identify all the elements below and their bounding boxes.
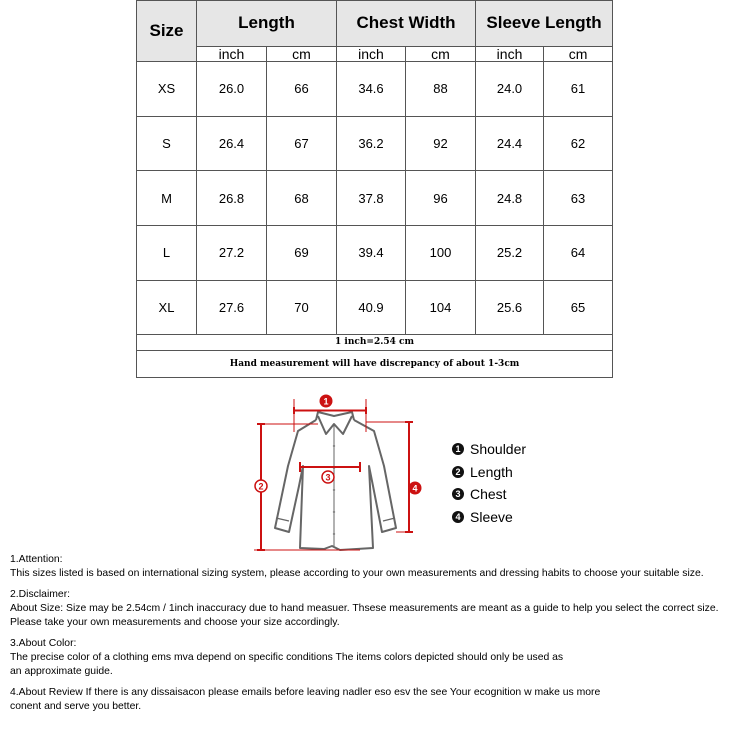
legend-label: Sleeve xyxy=(470,508,513,525)
measurement-legend xyxy=(452,438,526,528)
value-cell: 39.4 xyxy=(337,225,406,280)
value-cell: 24.8 xyxy=(476,171,544,226)
size-cell: XL xyxy=(137,280,197,335)
value-cell: 66 xyxy=(267,61,337,116)
disclaimer-title: 2.Disclaimer: xyxy=(10,589,71,600)
disclaimer-text: Please take your own measurements and choose your size accordingly. xyxy=(10,617,340,628)
value-cell: 88 xyxy=(406,61,476,116)
attention-text: This sizes listed is based on international sizing system, please according to your own measurements and dressing habits to choose your suitable size. xyxy=(10,568,704,579)
disclaimer-text: About Size: Size may be 2.54cm / 1inch inaccuracy due to hand measuer. Thsese measurements are meant as a guide to help you select the correct size. xyxy=(10,603,719,614)
size-cell: M xyxy=(137,171,197,226)
color-title: 3.About Color: xyxy=(10,638,77,649)
value-cell: 92 xyxy=(406,116,476,171)
table-row xyxy=(137,116,613,171)
header-chest-width: Chest Width xyxy=(337,1,476,47)
value-cell: 100 xyxy=(406,225,476,280)
size-cell: XS xyxy=(137,61,197,116)
unit-cell: cm xyxy=(267,46,337,61)
value-cell: 26.0 xyxy=(197,61,267,116)
value-cell: 67 xyxy=(267,116,337,171)
value-cell: 70 xyxy=(267,280,337,335)
color-text: The precise color of a clothing ems mva depend on specific conditions The items colors depicted should only be used as xyxy=(10,652,564,663)
header-length: Length xyxy=(197,1,337,47)
legend-label: Length xyxy=(470,463,513,480)
value-cell: 68 xyxy=(267,171,337,226)
svg-text:3: 3 xyxy=(325,472,331,483)
number-2-icon: 2 xyxy=(452,466,464,478)
svg-text:2: 2 xyxy=(258,481,264,492)
value-cell: 64 xyxy=(544,225,613,280)
value-cell: 37.8 xyxy=(337,171,406,226)
shoulder-measure-line xyxy=(294,407,366,414)
value-cell: 25.6 xyxy=(476,280,544,335)
measurement-note-row xyxy=(137,350,613,377)
review-text: conent and serve you better. xyxy=(10,701,142,712)
conversion-row xyxy=(137,335,613,350)
value-cell: 34.6 xyxy=(337,61,406,116)
value-cell: 25.2 xyxy=(476,225,544,280)
legend-item-shoulder xyxy=(452,438,526,461)
number-1-icon: 1 xyxy=(452,443,464,455)
value-cell: 27.2 xyxy=(197,225,267,280)
marker-4-icon xyxy=(409,482,422,495)
value-cell: 104 xyxy=(406,280,476,335)
value-cell: 26.8 xyxy=(197,171,267,226)
legend-label: Chest xyxy=(470,486,507,503)
value-cell: 63 xyxy=(544,171,613,226)
chest-measure-line xyxy=(300,462,360,472)
value-cell: 26.4 xyxy=(197,116,267,171)
value-cell: 65 xyxy=(544,280,613,335)
value-cell: 62 xyxy=(544,116,613,171)
value-cell: 24.4 xyxy=(476,116,544,171)
value-cell: 40.9 xyxy=(337,280,406,335)
review-text: 4.About Review If there is any dissaisacon please emails before leaving nadler eso esv the see Your ecognition w make us more xyxy=(10,687,601,698)
table-header-row xyxy=(137,1,613,47)
header-size: Size xyxy=(137,1,197,62)
measurement-note: Hand measurement will have discrepancy of about 1-3cm xyxy=(137,350,613,377)
legend-item-sleeve xyxy=(452,506,526,529)
table-row xyxy=(137,225,613,280)
shirt-measurement-diagram xyxy=(248,386,426,556)
shirt-outline-icon xyxy=(275,412,396,550)
table-row xyxy=(137,280,613,335)
value-cell: 69 xyxy=(267,225,337,280)
size-chart-table xyxy=(136,0,613,378)
legend-item-length xyxy=(452,461,526,484)
size-cell: S xyxy=(137,116,197,171)
legend-item-chest xyxy=(452,483,526,506)
header-sleeve-length: Sleeve Length xyxy=(476,1,613,47)
value-cell: 61 xyxy=(544,61,613,116)
size-cell: L xyxy=(137,225,197,280)
value-cell: 36.2 xyxy=(337,116,406,171)
svg-text:4: 4 xyxy=(412,483,418,494)
value-cell: 24.0 xyxy=(476,61,544,116)
marker-1-icon xyxy=(320,395,333,408)
unit-cell: cm xyxy=(544,46,613,61)
number-3-icon: 3 xyxy=(452,488,464,500)
number-4-icon: 4 xyxy=(452,511,464,523)
svg-text:1: 1 xyxy=(323,396,329,407)
unit-cell: inch xyxy=(337,46,406,61)
unit-cell: inch xyxy=(476,46,544,61)
conversion-note: 1 inch=2.54 cm xyxy=(137,335,613,350)
legend-label: Shoulder xyxy=(470,441,527,458)
marker-3-icon xyxy=(322,471,334,483)
notes-section xyxy=(10,553,745,714)
units-row xyxy=(137,46,613,61)
value-cell: 27.6 xyxy=(197,280,267,335)
sleeve-measure-line xyxy=(405,422,413,532)
unit-cell: inch xyxy=(197,46,267,61)
value-cell: 96 xyxy=(406,171,476,226)
table-row xyxy=(137,61,613,116)
marker-2-icon xyxy=(255,480,267,492)
color-text: an approximate guide. xyxy=(10,666,113,677)
attention-title: 1.Attention: xyxy=(10,554,63,565)
unit-cell: cm xyxy=(406,46,476,61)
table-row xyxy=(137,171,613,226)
